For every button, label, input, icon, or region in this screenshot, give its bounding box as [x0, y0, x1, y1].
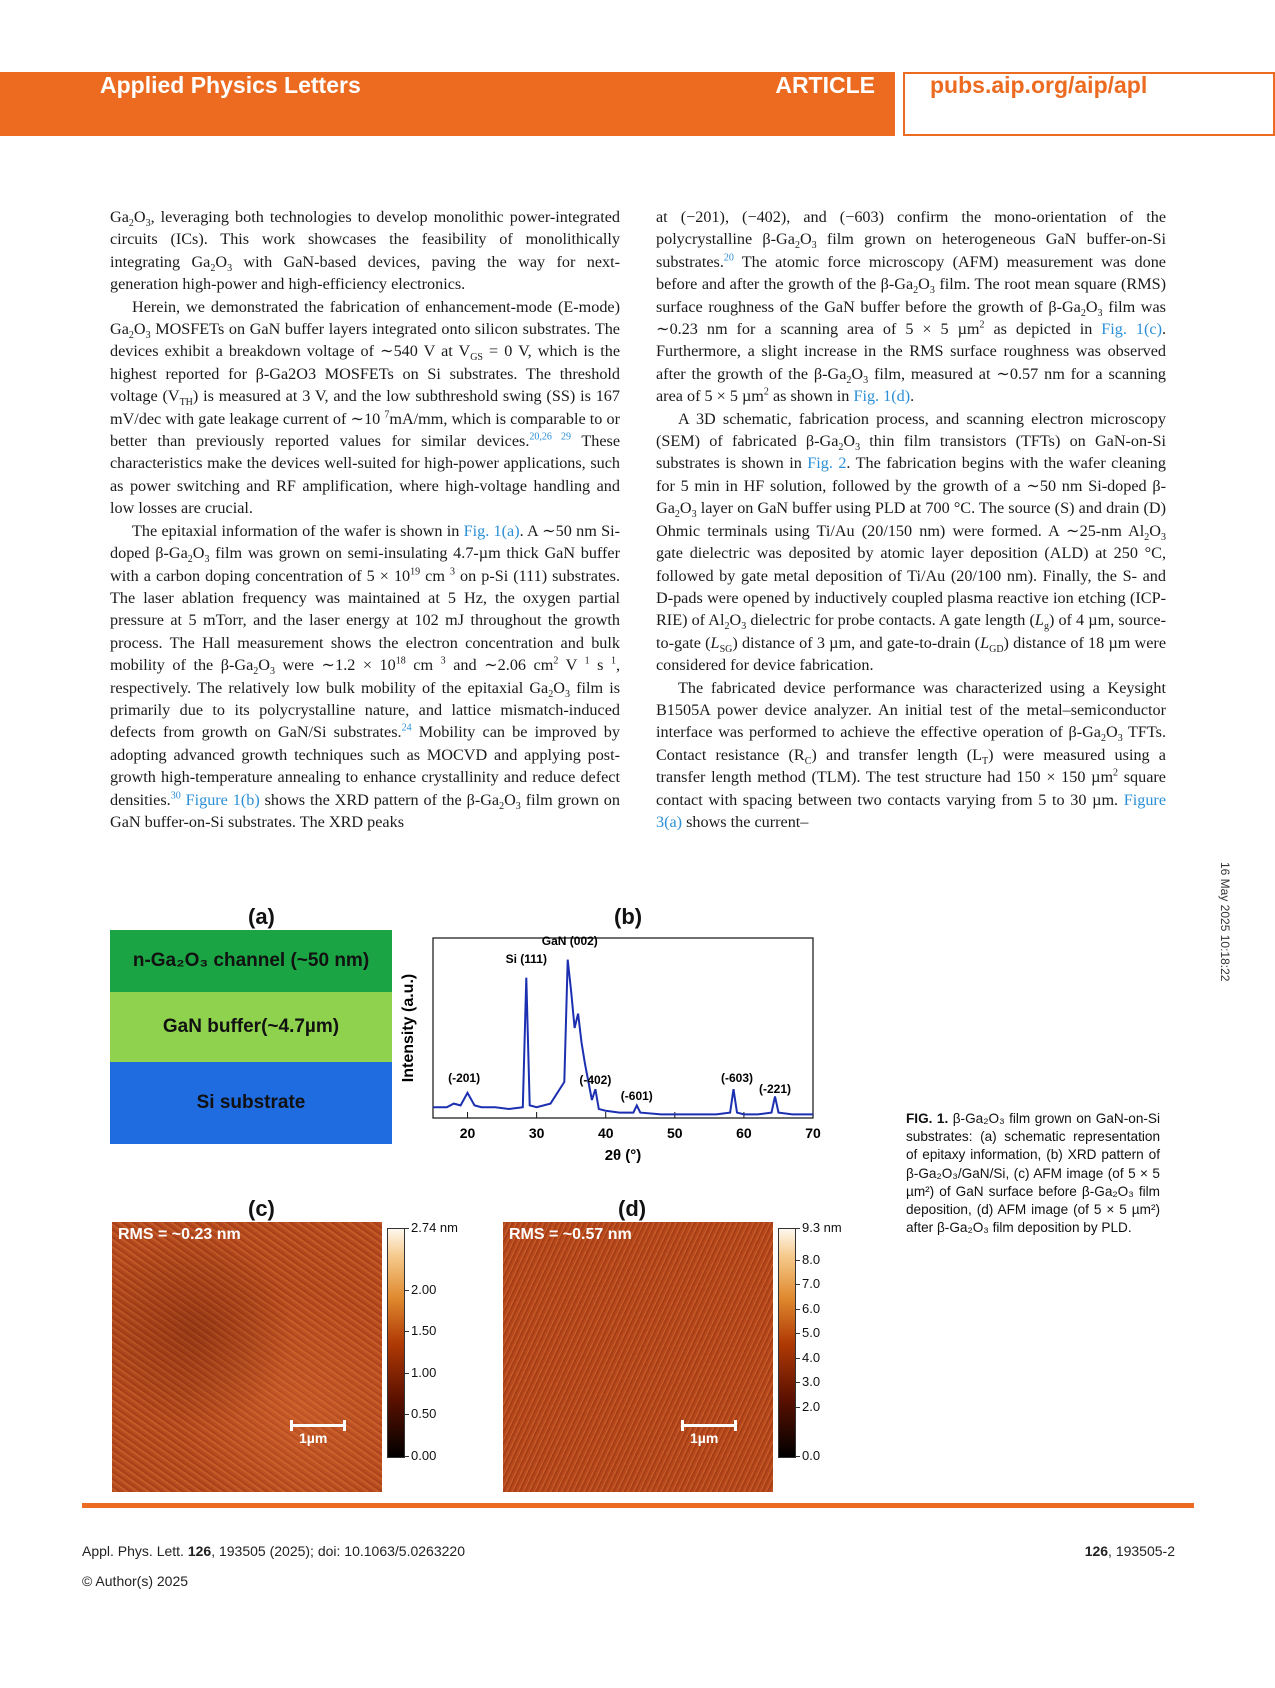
- colorbar-tick: [795, 1260, 800, 1261]
- panel-c-label: (c): [248, 1196, 275, 1221]
- peak-label: (-221): [758, 1081, 792, 1096]
- fig-link[interactable]: Fig. 2: [807, 454, 847, 473]
- colorbar-tick: [795, 1284, 800, 1285]
- colorbar-tick: [404, 1456, 409, 1457]
- citation-journal: Appl. Phys. Lett.: [82, 1543, 188, 1559]
- journal-url-link[interactable]: pubs.aip.org/aip/apl: [930, 72, 1148, 98]
- x-tick-label: 30: [528, 1125, 545, 1141]
- x-tick-label: 70: [805, 1125, 821, 1141]
- colorbar-tick: [404, 1414, 409, 1415]
- scale-bar-label: 1µm: [690, 1430, 719, 1446]
- rms-label: RMS = ~0.23 nm: [118, 1226, 241, 1243]
- y-axis-label: Intensity (a.u.): [400, 973, 417, 1083]
- peak-label: (-603): [720, 1071, 754, 1085]
- article-type: ARTICLE: [775, 72, 875, 98]
- paragraph: at (−201), (−402), and (−603) confirm the mono-orientation of the polycrystalline $\beta-Ga_2O_3$ film grown on heterogeneous GaN buffer-on-Si substrates.$^{20}$ The atomic force microscopy (AFM) measurement was done before and after the growth of the $\beta-Ga_2O_3$ film. The root mean square (RMS) surface roughness of the GaN buffer before the growth of $\beta-Ga_2O_3$ film was ∼0.23 nm for a scanning area of 5 × 5 µm$^2$ as depicted in Fig. 1(c). Furthermore, a slight increase in the RMS surface roughness was observed after the growth of the $\beta-Ga_2O_3$ film, measured at ∼0.57 nm for a scanning area of 5 × 5 µm$^2$ as shown in Fig. 1(d).: [656, 208, 1167, 406]
- colorbar-label: 0.0: [802, 1448, 821, 1463]
- scale-bar-label: 1µm: [299, 1430, 328, 1446]
- citation-volume: 126: [187, 1543, 212, 1559]
- paragraph: Herein, we demonstrated the fabrication of enhancement-mode (E-mode) $Ga_2O_3$ MOSFETs on GaN buffer layers integrated onto silicon substrates. The devices exhibit a breakdown voltage of ∼540 V at $V_{GS} = 0$ V, which is the highest reported for β-Ga2O3 MOSFETs on Si substrates. The threshold voltage $(V_{TH})$ is measured at 3 V, and the low subthreshold swing (SS) is 167 mV/dec with gate leakage current of ∼10 $^7$mA/mm, which is comparable to or better than previously reported values for similar devices.$^{20,26 29}$ These characteristics make the devices well-suited for high-power applications, such as power switching and RF amplification, where high-voltage handling and low losses are crucial.: [110, 297, 621, 518]
- caption-text: β-Ga₂O₃ film grown on GaN-on-Si substrates: (a) schematic representation of epitaxy information, (b) XRD pattern of β-Ga₂O₃/GaN/Si, (c) AFM image (of 5 × 5 µm²) of GaN surface before β-Ga₂O₃ film deposition, (d) AFM image (of 5 × 5 µm²) after β-Ga₂O₃ film deposition by PLD.: [906, 1111, 1160, 1236]
- colorbar-tick: [795, 1456, 800, 1457]
- colorbar-label: 0.50: [411, 1406, 437, 1422]
- copyright: © Author(s) 2025: [82, 1573, 189, 1589]
- journal-title: Applied Physics Letters: [100, 72, 361, 98]
- colorbar-label: 9.3 nm: [802, 1220, 842, 1235]
- layer-si-substrate: Si substrate: [110, 1062, 392, 1144]
- page-id: , 193505-2: [1108, 1543, 1175, 1559]
- xrd-chart: [395, 928, 825, 1178]
- colorbar-label: 0.00: [411, 1448, 437, 1463]
- x-tick-label: 20: [459, 1125, 476, 1141]
- journal-header: [0, 72, 1275, 136]
- colorbar-label: 2.0: [802, 1398, 821, 1414]
- colorbar-c: [387, 1228, 405, 1458]
- colorbar-tick: [795, 1358, 800, 1359]
- colorbar-label: 2.74 nm: [411, 1220, 458, 1235]
- fig-link[interactable]: Fig. 1(d): [853, 387, 911, 406]
- scale-bar: [681, 1424, 737, 1427]
- footer-rule: [82, 1503, 1194, 1508]
- paragraph: A 3D schematic, fabrication process, and scanning electron microscopy (SEM) of fabricated $\beta-Ga_2O_3$ thin film transistors (TFTs) on GaN-on-Si substrates is shown in Fig. 2. The fabrication begins with the wafer cleaning for 5 min in HF solution, followed by the growth of a ∼50 nm Si-doped $\beta-Ga_2O_3$ layer on GaN buffer using PLD at 700 °C. The source (S) and drain (D) Ohmic terminals using Ti/Au (20/150 nm) were formed. A ∼25-nm $Al_2O_3$ gate dielectric was deposited by atomic layer deposition (ALD) at 250 °C, followed by gate metal deposition of Ti/Au (20/100 nm). Finally, the S- and D-pads were opened by inductively coupled plasma reactive ion etching (ICP-RIE) of $Al_2O_3$ dielectric for probe contacts. A gate length $(L_g)$ of 4 µm, source-to-gate $(L_{SG})$ distance of 3 µm, and gate-to-drain $(L_{GD})$ distance of 18 µm were considered for device fabrication.: [656, 409, 1167, 675]
- paragraph: $Ga_2O_3$, leveraging both technologies to develop monolithic power-integrated circuits (ICs). This work showcases the feasibility of monolithically integrating $Ga_2O_3$ with GaN-based devices, paving the way for next-generation high-power and high-efficiency electronics.: [110, 208, 620, 294]
- colorbar-tick: [795, 1309, 800, 1310]
- afm-image-gan: [112, 1222, 382, 1492]
- paragraph: The epitaxial information of the wafer is shown in Fig. 1(a). A ∼50 nm Si-doped $\beta-Ga_2O_3$ film was grown on semi-insulating 4.7-µm thick GaN buffer with a carbon doping concentration of $5 \times 10^{19}$ cm $^3$ on p-Si (111) substrates. The laser ablation frequency was maintained at 5 Hz, the oxygen partial pressure at 5 mTorr, and the laser energy at 102 mJ throughout the growth process. The Hall measurement shows the electron concentration and bulk mobility of the $\beta-Ga_2O_3$ were ∼1.2 × $10^{18}$ cm $^3$ and ∼2.06 $cm^2$ V $^1$ s $^1$, respectively. The relatively low bulk mobility of the epitaxial $Ga_2O_3$ film is primarily due to its polycrystalline nature, and lattice mismatch-induced defects from growth on GaN/Si substrates.$^{24}$ Mobility can be improved by adopting advanced growth techniques such as MOCVD and applying post-growth high-temperature annealing to enhance crystallinity and reduce defect densities.$^{30}$ Figure 1(b) shows the XRD pattern of the $\beta-Ga_2O_3$ film grown on GaN buffer-on-Si substrates. The XRD peaks: [110, 521, 621, 831]
- colorbar-label: 5.0: [802, 1325, 821, 1341]
- layer-gan-buffer: GaN buffer(~4.7µm): [110, 992, 392, 1062]
- fig-link[interactable]: Fig. 1(a): [463, 521, 520, 540]
- body-column-right: [656, 206, 1166, 833]
- colorbar-tick: [795, 1382, 800, 1383]
- download-timestamp: 16 May 2025 10:18:22: [1218, 862, 1232, 982]
- rms-label: RMS = ~0.57 nm: [509, 1226, 632, 1243]
- x-tick-label: 60: [736, 1125, 752, 1141]
- page-number: [1085, 1543, 1175, 1559]
- colorbar-d: [778, 1228, 796, 1458]
- panel-a-label: (a): [248, 904, 275, 929]
- colorbar-tick: [404, 1373, 409, 1374]
- colorbar-label: 1.50: [411, 1323, 437, 1339]
- x-tick-label: 40: [597, 1125, 614, 1141]
- colorbar-label: 1.00: [411, 1364, 437, 1380]
- colorbar-tick: [795, 1407, 800, 1408]
- afm-image-ga2o3: [503, 1222, 773, 1492]
- fig-link[interactable]: Fig. 1(c): [1101, 320, 1162, 339]
- layer-channel: n-Ga₂O₃ channel (~50 nm): [110, 930, 392, 992]
- colorbar-tick: [404, 1228, 409, 1229]
- peak-label: (-201): [448, 1071, 481, 1085]
- colorbar-label: 8.0: [802, 1251, 821, 1267]
- figure-caption: [906, 1110, 1160, 1237]
- citation-doi[interactable]: , 193505 (2025); doi: 10.1063/5.0263220: [211, 1543, 465, 1559]
- panel-d-label: (d): [618, 1196, 647, 1221]
- colorbar-tick: [404, 1290, 409, 1291]
- peak-label: GaN (002): [541, 934, 598, 949]
- caption-lead: FIG. 1.: [906, 1111, 949, 1126]
- colorbar-label: 7.0: [802, 1276, 821, 1292]
- paragraph: The fabricated device performance was characterized using a Keysight B1505A power device analyzer. An initial test of the metal–semiconductor interface was performed to achieve the effective operation of $\beta-Ga_2O_3$ TFTs. Contact resistance $(R_C)$ and transfer length $(L_T)$ were measured using a transfer length method (TLM). The test structure had 150 × 150 µm$^2$ square contact with spacing between two contacts varying from 5 to 30 µm. Figure 3(a) shows the current–: [656, 678, 1167, 831]
- scale-bar: [290, 1424, 346, 1427]
- panel-b-label: (b): [614, 904, 643, 929]
- fig-link[interactable]: Figure 3(a): [656, 790, 1166, 831]
- colorbar-label: 2.00: [411, 1281, 437, 1297]
- peak-label: (-601): [620, 1089, 653, 1103]
- peak-label: (-402): [579, 1072, 612, 1087]
- body-column-left: [110, 206, 620, 833]
- colorbar-tick: [795, 1228, 800, 1229]
- fig-link[interactable]: Figure 1(b): [185, 790, 260, 809]
- page-volume: 126: [1084, 1543, 1109, 1559]
- colorbar-tick: [404, 1331, 409, 1332]
- colorbar-label: 3.0: [802, 1374, 821, 1390]
- colorbar-tick: [795, 1333, 800, 1334]
- peak-label: Si (111): [505, 952, 547, 967]
- citation: [82, 1543, 465, 1559]
- x-axis-label: 2θ (°): [604, 1147, 642, 1164]
- colorbar-label: 6.0: [802, 1300, 821, 1316]
- colorbar-label: 4.0: [802, 1349, 821, 1365]
- x-tick-label: 50: [667, 1125, 683, 1141]
